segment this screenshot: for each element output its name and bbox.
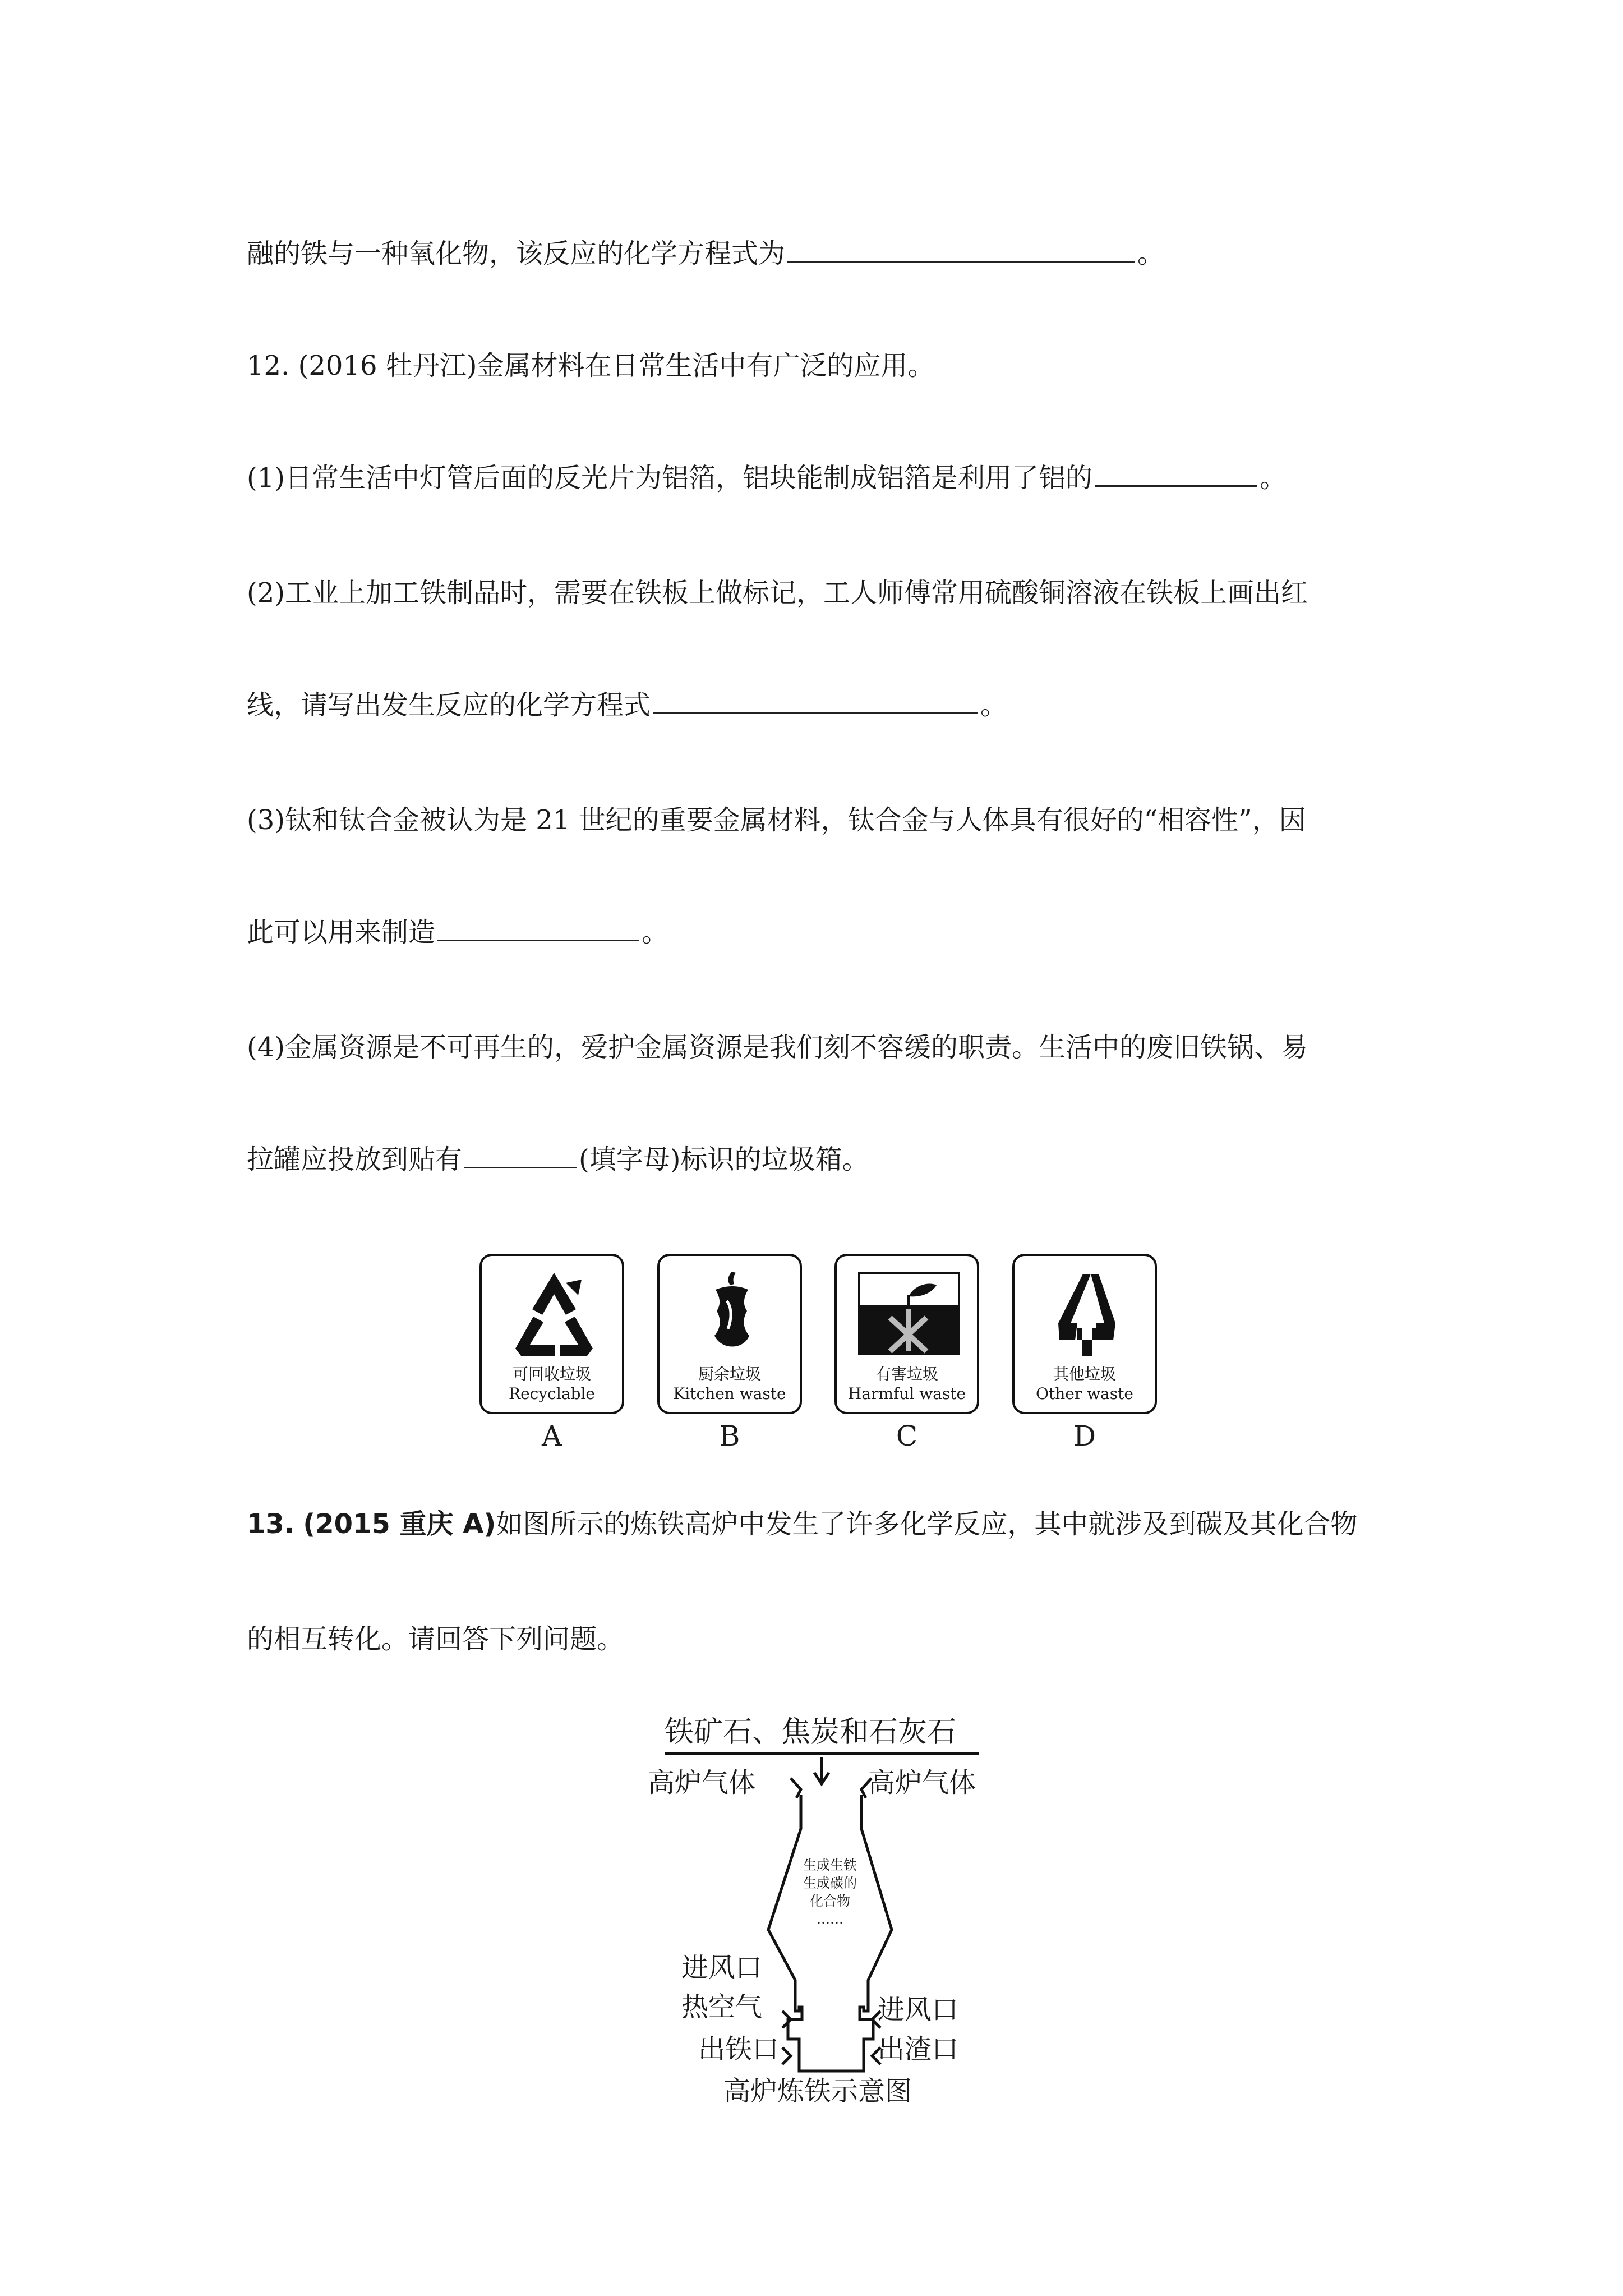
sign-b-en: Kitchen waste xyxy=(673,1384,786,1403)
other-waste-icon xyxy=(1015,1256,1159,1368)
q13-line-a-rest: 如图所示的炼铁高炉中发生了许多化学反应，其中就涉及到碳及其化合物 xyxy=(496,1508,1358,1540)
q13-line-a xyxy=(247,1506,1357,1542)
sign-c-cn: 有害垃圾 xyxy=(875,1365,938,1383)
q12-part2-line-b xyxy=(247,687,1007,723)
sign-a-en: Recyclable xyxy=(509,1384,595,1403)
q12-part3-end: 。 xyxy=(642,917,669,948)
diagram-caption: 高炉炼铁示意图 xyxy=(723,2076,912,2107)
diagram-gas-left: 高炉气体 xyxy=(648,1767,756,1798)
q12-part1 xyxy=(247,460,1287,496)
sign-recyclable xyxy=(479,1254,624,1414)
q12-part2-text: 线，请写出发生反应的化学方程式 xyxy=(247,689,651,721)
diagram-hot-air: 热空气 xyxy=(681,1991,763,2023)
sign-d-en: Other waste xyxy=(1036,1384,1133,1403)
q12-part3-text: 此可以用来制造 xyxy=(247,917,436,948)
sign-a-cn: 可回收垃圾 xyxy=(512,1365,591,1383)
sign-label-a: A xyxy=(541,1420,562,1452)
q12-part4-line-a: (4)金属资源是不可再生的，爱护金属资源是我们刻不容缓的职责。生活中的废旧铁锅、易 xyxy=(247,1032,1308,1063)
apple-core-icon xyxy=(660,1256,804,1368)
sign-c-en: Harmful waste xyxy=(847,1384,966,1403)
diagram-iron-outlet: 出铁口 xyxy=(698,2033,780,2065)
line1-end: 。 xyxy=(1137,238,1165,269)
q12-part1-end: 。 xyxy=(1260,462,1287,494)
q12-part3-line-a: (3)钛和钛合金被认为是 21 世纪的重要金属材料，钛合金与人体具有很好的“相容性”，因 xyxy=(247,804,1306,836)
diagram-inner-1: 生成生铁 xyxy=(803,1857,857,1873)
diagram-inlet-right: 进风口 xyxy=(878,1994,959,2026)
q12-part2-end: 。 xyxy=(980,689,1008,721)
sign-other-waste xyxy=(1012,1254,1157,1414)
sign-label-c: C xyxy=(896,1420,918,1452)
q12-part4-after: (填字母)标识的垃圾箱。 xyxy=(579,1144,869,1175)
q12-part3-line-b xyxy=(247,914,668,950)
sign-d-cn: 其他垃圾 xyxy=(1053,1365,1116,1383)
q12-title: 12. (2016 牡丹江)金属材料在日常生活中有广泛的应用。 xyxy=(247,350,935,381)
text-line-1 xyxy=(247,236,1164,272)
diagram-inner-3: 化合物 xyxy=(810,1893,850,1909)
diagram-inner-4: …… xyxy=(817,1911,843,1927)
q12-part4-before: 拉罐应投放到贴有 xyxy=(247,1144,463,1175)
answer-blank-q12-3[interactable] xyxy=(437,915,639,941)
sign-label-d: D xyxy=(1073,1420,1096,1452)
harmful-icon xyxy=(837,1256,981,1368)
answer-blank-q12-1[interactable] xyxy=(1095,461,1257,487)
q12-part1-text: (1)日常生活中灯管后面的反光片为铝箔，铝块能制成铝箔是利用了铝的 xyxy=(247,462,1092,494)
q13-source: (2015 重庆 A) xyxy=(303,1508,496,1540)
answer-blank-q12-4[interactable] xyxy=(464,1142,577,1168)
answer-blank-q12-2[interactable] xyxy=(653,688,978,714)
diagram-inner-2: 生成碳的 xyxy=(803,1875,857,1891)
q13-number: 13. xyxy=(247,1508,295,1540)
answer-blank-1[interactable] xyxy=(787,236,1135,263)
diagram-inlet-left: 进风口 xyxy=(681,1952,763,1984)
q12-part4-line-b xyxy=(247,1142,869,1177)
q13-line-b: 的相互转化。请回答下列问题。 xyxy=(247,1623,624,1655)
sign-kitchen-waste xyxy=(657,1254,802,1414)
line1-text: 融的铁与一种氧化物，该反应的化学方程式为 xyxy=(247,238,786,269)
sign-harmful-waste xyxy=(834,1254,979,1414)
diagram-slag-outlet: 出渣口 xyxy=(878,2033,959,2065)
diagram-gas-right: 高炉气体 xyxy=(868,1767,976,1798)
sign-label-b: B xyxy=(719,1420,740,1452)
diagram-feed-label: 铁矿石、焦炭和石灰石 xyxy=(665,1715,957,1749)
recycle-icon xyxy=(482,1256,626,1368)
q12-part2-line-a: (2)工业上加工铁制品时，需要在铁板上做标记，工人师傅常用硫酸铜溶液在铁板上画出红 xyxy=(247,577,1308,609)
sign-b-cn: 厨余垃圾 xyxy=(698,1365,761,1383)
